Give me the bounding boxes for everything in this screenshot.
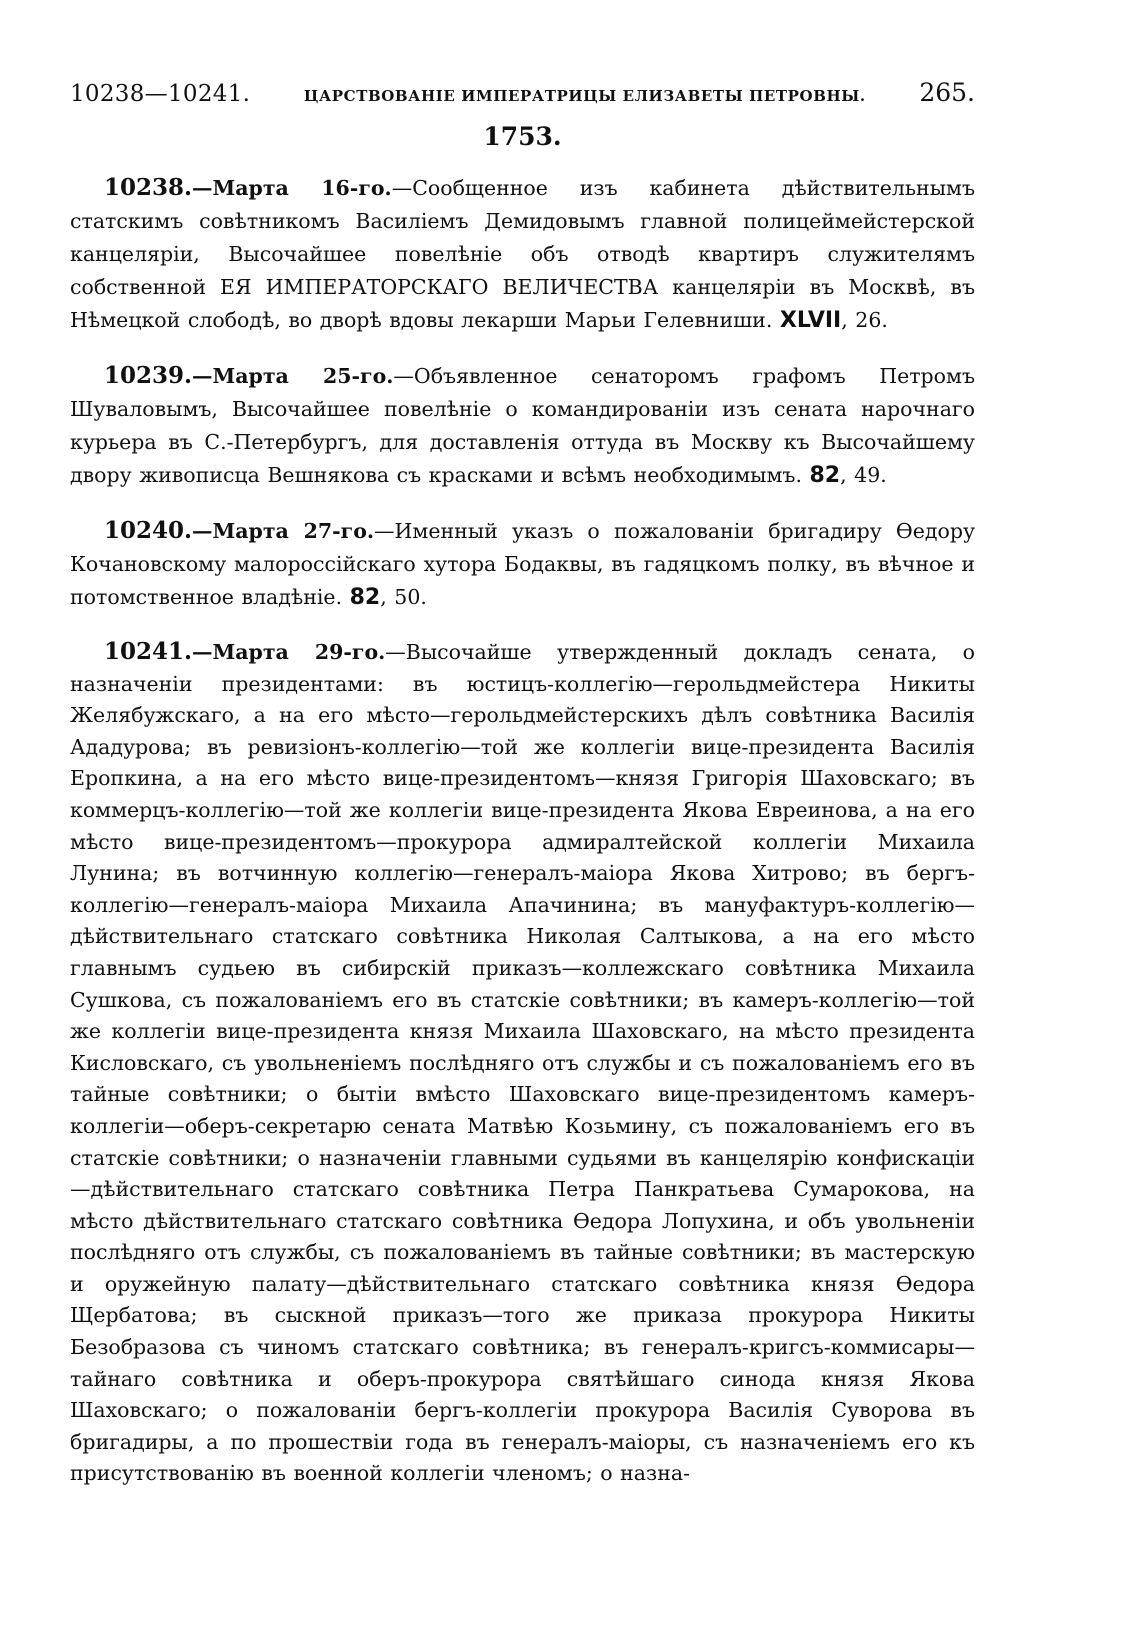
entry-text: —Именный указъ о пожалованіи бригадиру Ѳедору Кочановскому малороссійскаго хутора Бодаквы, въ гадяцкомъ полку, въ вѣчное и потомственное владѣніе. (70, 519, 976, 609)
entry-number: 10239. (104, 362, 193, 389)
entry-10239 (70, 359, 975, 492)
running-head (70, 78, 975, 118)
entry-date: —Марта 29-го. (192, 640, 386, 664)
entry-number: 10240. (104, 517, 193, 544)
running-title: ЦАРСТВОВАНІЕ ИМПЕРАТРИЦЫ ЕЛИЗАВЕТЫ ПЕТРОВНЫ. (303, 87, 866, 105)
entry-date: —Марта 27-го. (192, 519, 375, 543)
entry-10240 (70, 514, 975, 614)
entry-10241 (70, 636, 975, 1490)
entry-10238 (70, 171, 975, 337)
entry-text: —Объявленное сенаторомъ графомъ Петромъ Шуваловымъ, Высочайшее повелѣніе о командированіи изъ сената нарочнаго курьера въ С.-Петербургъ, для доставленія оттуда въ Москву къ Высочайшему двору живописца Вешнякова съ красками и всѣмъ необходимымъ. (70, 364, 975, 487)
entry-text: —Высочайше утвержденный докладъ сената, о назначеніи президентами: въ юстицъ-коллегію—герольдмейстера Никиты Желябужскаго, а на его мѣсто—герольдмейстерскихъ дѣлъ совѣтника Василія Ададурова; въ ревизіонъ-коллегію—той же коллегіи вице-президента Василія Еропкина, а на его мѣсто вице-президентомъ—князя Григорія Шаховскаго; въ коммерцъ-коллегію—той же коллегіи вице-президента Якова Евреинова, а на его мѣсто вице-президентомъ—прокурора адмиралтейской коллегіи Михаила Лунина; въ вотчинную коллегію—генералъ-маіора Якова Хитрово; въ бергъ-коллегію—генералъ-маіора Михаила Апачинина; въ мануфактуръ-коллегію—дѣйствительнаго статскаго совѣтника Николая Салтыкова, а на его мѣсто главнымъ судьею въ сибирскій приказъ—коллежскаго совѣтника Михаила Сушкова, съ пожалованіемъ его въ статскіе совѣтники; въ камеръ-коллегію—той же коллегіи вице-президента князя Михаила Шаховскаго, на мѣсто президента Кисловскаго, съ увольненіемъ послѣдняго отъ службы и съ пожалованіемъ его въ тайные совѣтники; о бытіи вмѣсто Шаховскаго вице-президентомъ камеръ-коллегіи—оберъ-секретарю сената Матвѣю Козьмину, съ пожалованіемъ его въ статскіе совѣтники; о назначеніи главными судьями въ канцелярію конфискаціи—дѣйствительнаго статскаго совѣтника Петра Панкратьева Сумарокова, на мѣсто дѣйствительнаго статскаго совѣтника Ѳедора Лопухина, и объ увольненіи послѣдняго отъ службы, съ пожалованіемъ въ тайные совѣтники; въ мастерскую и оружейную палату—дѣйствительнаго статскаго совѣтника князя Ѳедора Щербатова; въ сыскной приказъ—того же приказа прокурора Никиты Безобразова съ чиномъ статскаго совѣтника; въ генералъ-кригсъ-коммисары—тайнаго совѣтника и оберъ-прокурора святѣйшаго синода князя Якова Шаховскаго; о пожалованіи бергъ-коллегіи прокурора Василія Суворова въ бригадиры, а по прошествіи года въ генералъ-маіоры, съ назначеніемъ его къ присутствованію въ военной коллегіи членомъ; о назна- (70, 640, 976, 1486)
year-heading: 1753. (483, 122, 562, 151)
citation-volume: 82 (809, 463, 841, 488)
citation-volume: XLVII (779, 308, 842, 333)
entry-range: 10238—10241. (70, 81, 251, 107)
entry-date: —Марта 16-го. (192, 176, 392, 200)
citation-volume: 82 (349, 585, 381, 610)
page-number: 265. (919, 78, 975, 107)
entry-text: —Сообщенное изъ кабинета дѣйствительнымъ статскимъ совѣтникомъ Василіемъ Демидовымъ главной полицеймейстерской канцеляріи, Высочайшее повелѣніе объ отводѣ квартиръ служителямъ собственной ЕЯ ИМПЕРАТОРСКАГО ВЕЛИЧЕСТВА канцеляріи въ Москвѣ, въ Нѣмецкой слободѣ, во дворѣ вдовы лекарши Марьи Гелевниши. (70, 176, 975, 332)
citation-rest: , 50. (380, 585, 427, 609)
entry-date: —Марта 25-го. (192, 364, 394, 388)
entry-number: 10238. (104, 174, 193, 201)
page (70, 78, 975, 1512)
citation-rest: , 49. (840, 463, 887, 487)
citation-rest: , 26. (841, 308, 888, 332)
entry-number: 10241. (104, 638, 193, 665)
